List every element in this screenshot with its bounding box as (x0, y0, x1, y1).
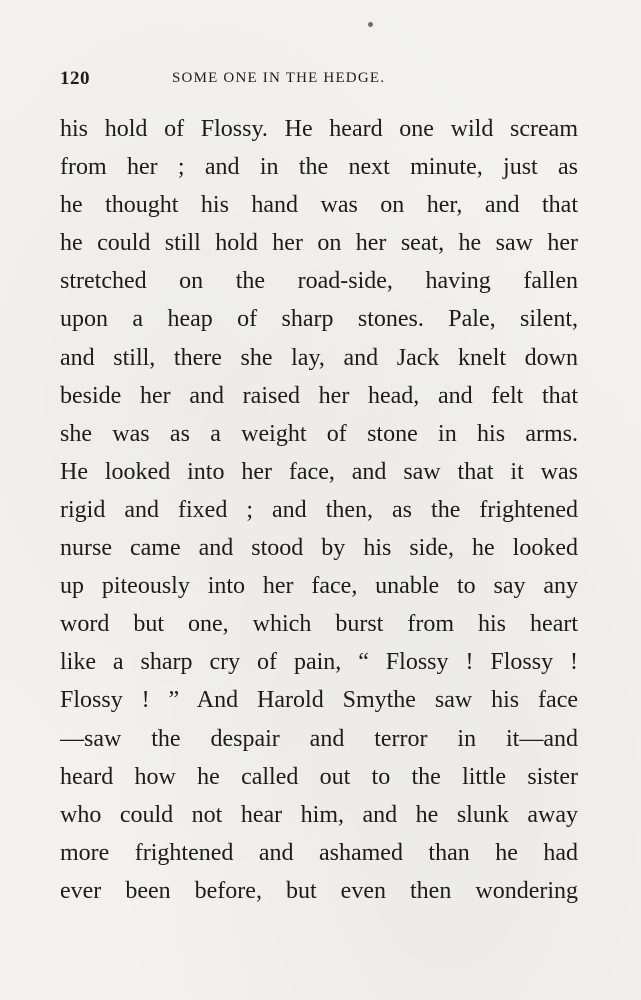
text-line: heard how he called out to the little sister (60, 763, 578, 790)
text-line: from her ; and in the next minute, just as (60, 154, 578, 181)
text-line: stretched on the road-side, having fallen (60, 268, 578, 295)
text-line: ever been before, but even then wondering (60, 877, 578, 904)
page-number: 120 (60, 68, 90, 89)
text-line: his hold of Flossy. He heard one wild scream (60, 116, 578, 142)
text-line: and still, there she lay, and Jack knelt down (60, 344, 578, 371)
text-line: —saw the despair and terror in it—and (60, 725, 578, 752)
text-line: He looked into her face, and saw that it was (60, 458, 578, 485)
text-line: up piteously into her face, unable to say any (60, 573, 578, 600)
text-line: like a sharp cry of pain, “ Flossy ! Flossy ! (60, 649, 578, 676)
text-line: she was as a weight of stone in his arms. (60, 420, 578, 447)
running-title: SOME ONE IN THE HEDGE. (172, 70, 386, 86)
text-line: word but one, which burst from his heart (60, 611, 578, 638)
text-line: upon a heap of sharp stones. Pale, silent, (60, 306, 578, 333)
text-line: more frightened and ashamed than he had (60, 839, 578, 866)
text-line: rigid and fixed ; and then, as the frightened (60, 496, 578, 523)
text-line: beside her and raised her head, and felt that (60, 382, 578, 409)
body-text (60, 110, 578, 910)
text-line: he thought his hand was on her, and that (60, 192, 578, 219)
text-line: he could still hold her on her seat, he saw her (60, 230, 578, 257)
text-line: nurse came and stood by his side, he looked (60, 535, 578, 562)
page-header (60, 68, 580, 92)
text-line: who could not hear him, and he slunk away (60, 801, 578, 828)
ink-speck (368, 22, 373, 27)
text-line: Flossy ! ” And Harold Smythe saw his face (60, 687, 578, 714)
